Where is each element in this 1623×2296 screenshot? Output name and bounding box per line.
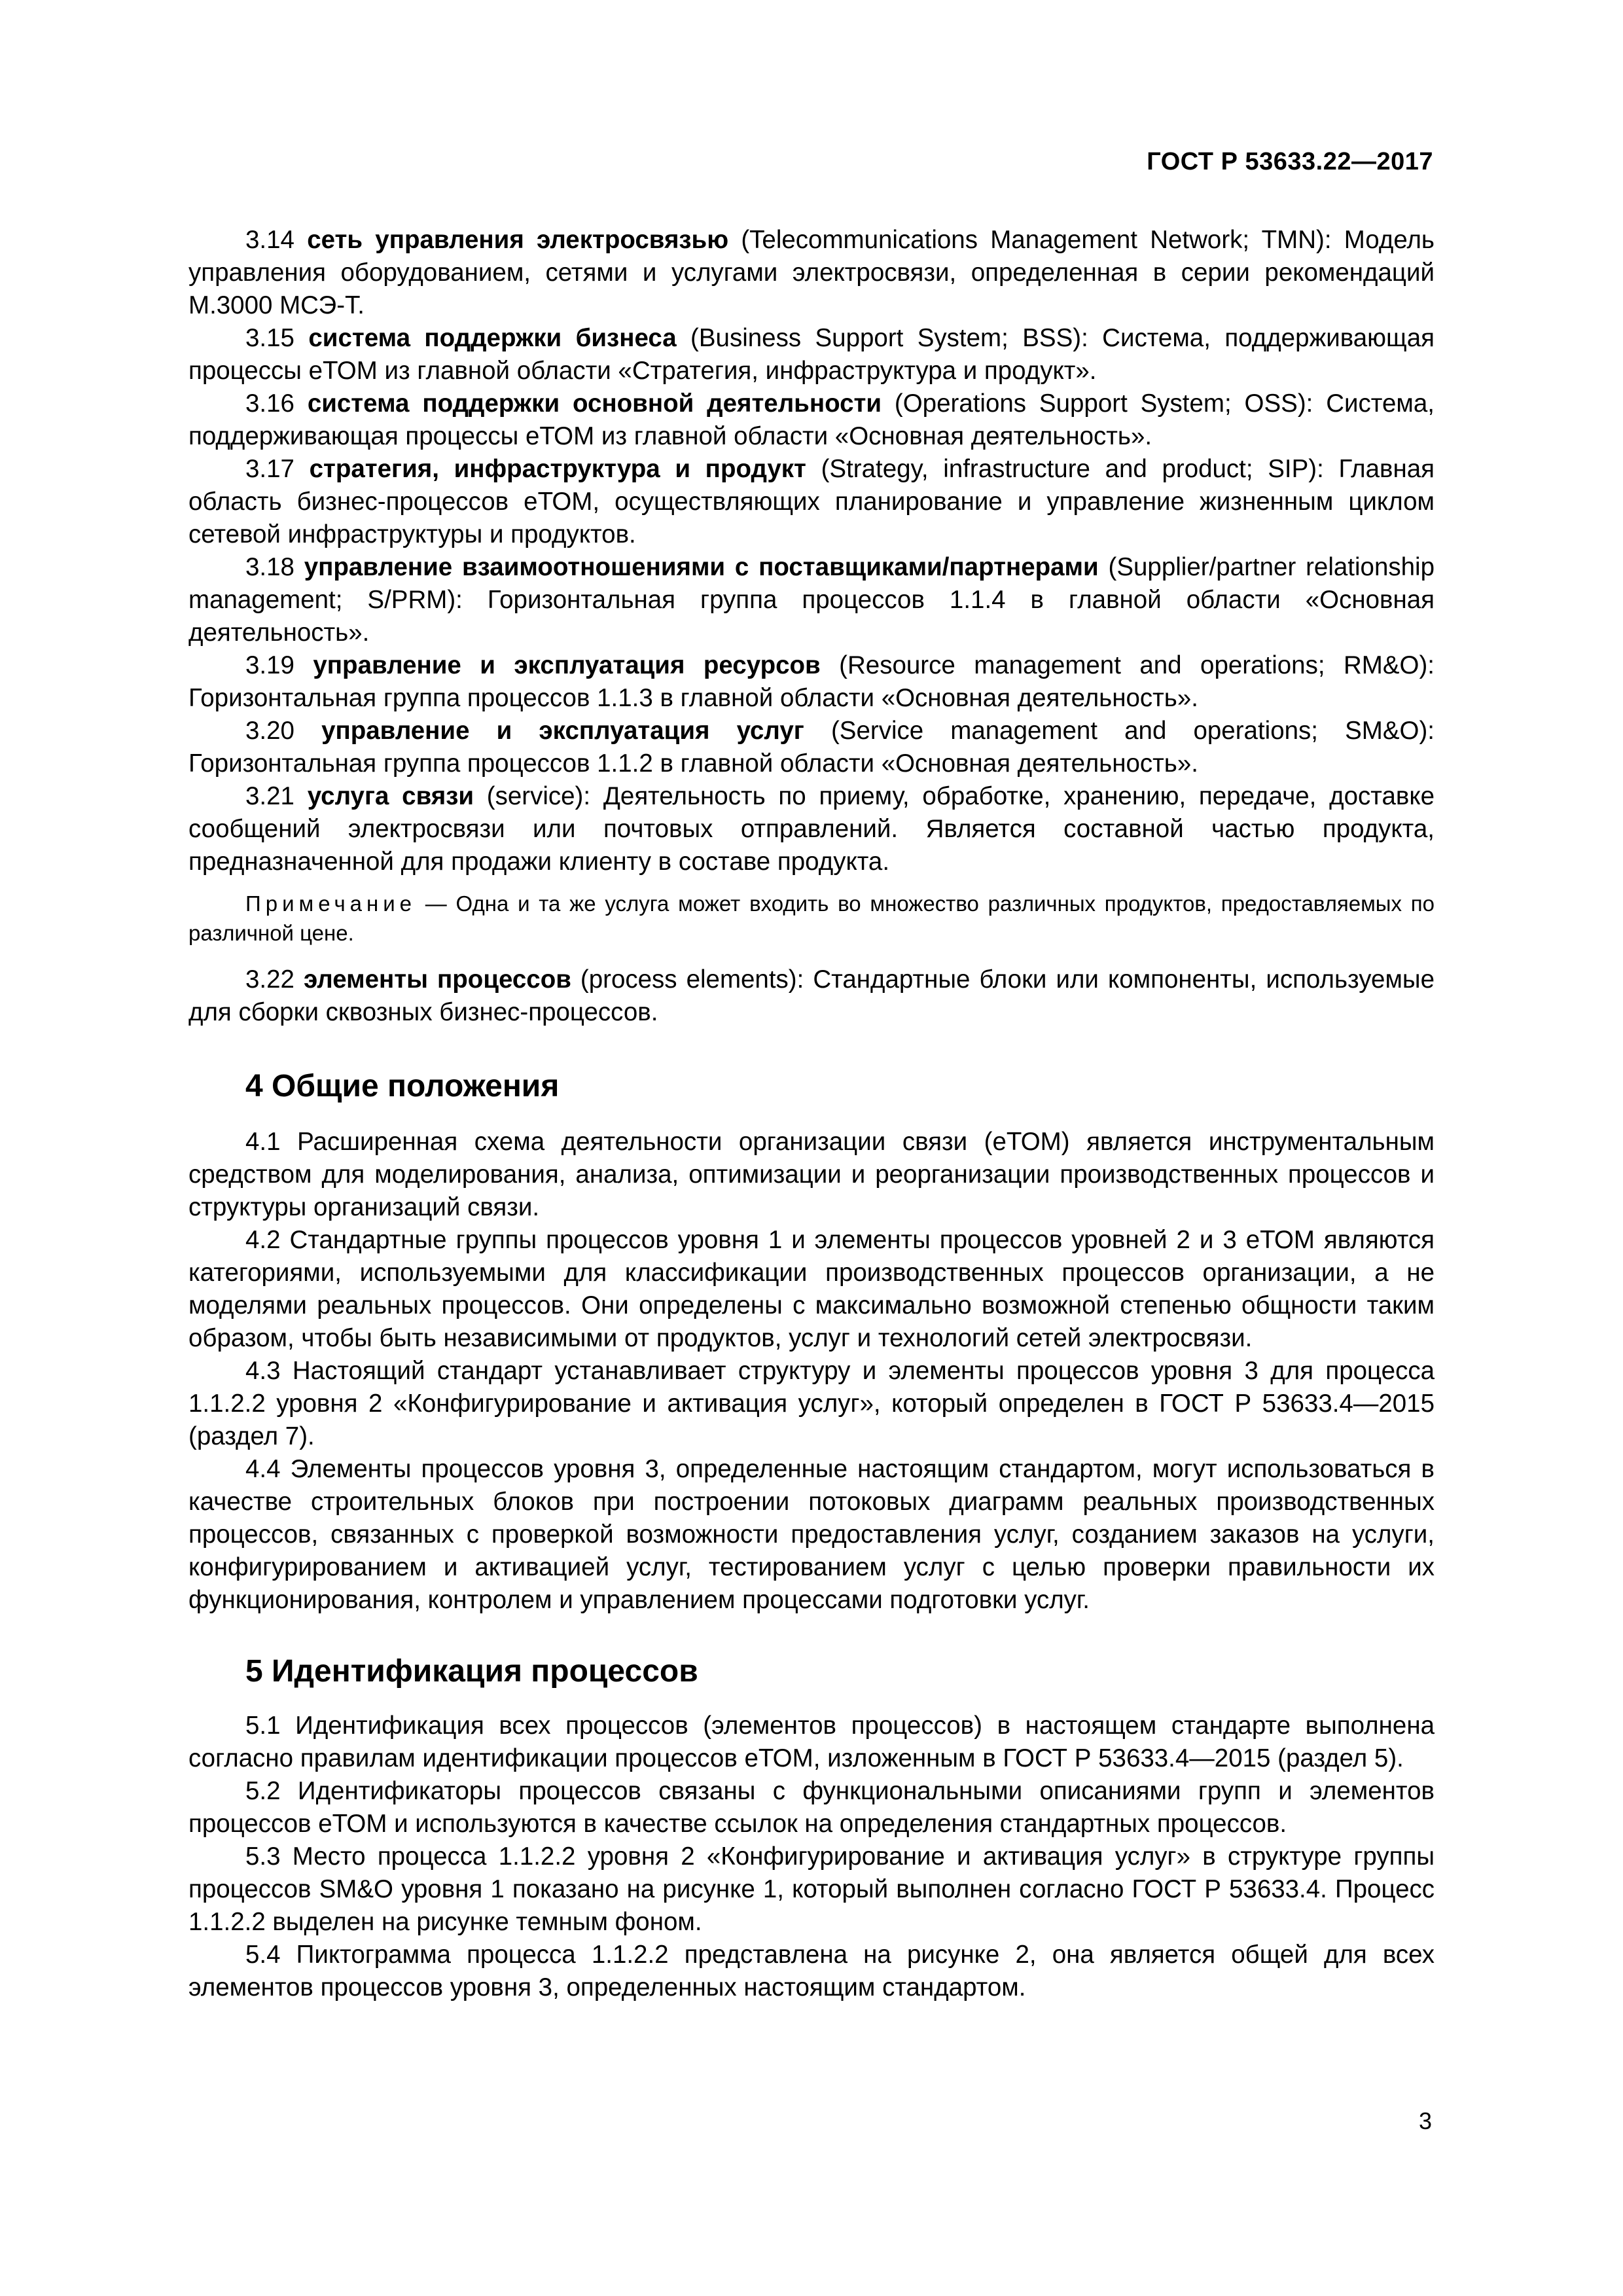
paragraph-4-3: 4.3 Настоящий стандарт устанавливает структуру и элементы процессов уровня 3 для процесса 1.1.2.2 уровня 2 «Конфигурирование и активация услуг», который определен в ГОСТ Р 53633.4—2015 (раздел 7). xyxy=(188,1357,1435,1450)
paragraph-5-1: 5.1 Идентификация всех процессов (элементов процессов) в настоящем стандарте выполнена согласно правилам идентификации процессов еТОМ, изложенным в ГОСТ Р 53633.4—2015 (раздел 5). xyxy=(188,1712,1435,1772)
paragraph-5-3: 5.3 Место процесса 1.1.2.2 уровня 2 «Конфигурирование и активация услуг» в структуре группы процессов SM&O уровня 1 показано на рисунке 1, который выполнен согласно ГОСТ Р 53633.4. Процесс 1.1.2.2 выделен на рисунке темным фоном. xyxy=(188,1842,1435,1936)
term-number: 3.14 xyxy=(245,226,294,254)
page-number: 3 xyxy=(1418,2108,1432,2134)
term-3-15 xyxy=(188,322,1435,387)
note xyxy=(188,889,1435,948)
term-name: элементы процессов xyxy=(303,965,571,994)
paragraph-5-2: 5.2 Идентификаторы процессов связаны с функциональными описаниями групп и элементов процессов еТОМ и используются в качестве ссылок на определения стандартных процессов. xyxy=(188,1777,1435,1838)
term-3-17 xyxy=(188,453,1435,551)
term-3-16 xyxy=(188,387,1435,453)
term-definition: (Supplier/partner relationship management; S/PRM): Горизонтальная группа процессов 1.1.4 в главной области «Основная деятельность». xyxy=(188,553,1435,647)
term-3-21 xyxy=(188,780,1435,878)
term-number: 3.20 xyxy=(245,717,294,745)
term-definition: (process elements): Стандартные блоки или компоненты, используемые для сборки сквозных бизнес-процессов. xyxy=(188,965,1435,1026)
term-number: 3.19 xyxy=(245,651,294,679)
paragraph-4-2: 4.2 Стандартные группы процессов уровня 1 и элементы процессов уровней 2 и 3 еТОМ являются категориями, используемыми для классификации производственных процессов организации, а не моделями реальных процессов. Они определены с максимально возможной степенью общности таким образом, чтобы быть независимыми от продуктов, услуг и технологий сетей электросвязи. xyxy=(188,1226,1435,1352)
term-name: управление и эксплуатация услуг xyxy=(321,717,804,745)
page-content xyxy=(188,224,1435,2004)
term-number: 3.17 xyxy=(245,455,294,483)
paragraph-4-4: 4.4 Элементы процессов уровня 3, определенные настоящим стандартом, могут использоваться в качестве строительных блоков при построении потоковых диаграмм реальных производственных процессов, связанных с проверкой возможности предоставления услуг, созданием заказов на услуги, конфигурированием и активацией услуг, тестированием услуг с целью проверки правильности их функционирования, контролем и управлением процессами подготовки услуг. xyxy=(188,1455,1435,1614)
term-number: 3.22 xyxy=(245,965,294,994)
term-number: 3.15 xyxy=(245,324,294,352)
term-definition: (Resource management and operations; RM&O): Горизонтальная группа процессов 1.1.3 в главной области «Основная деятельность». xyxy=(188,651,1435,712)
standard-code-header: ГОСТ Р 53633.22—2017 xyxy=(1147,148,1433,175)
term-3-18 xyxy=(188,551,1435,649)
term-definition: (Operations Support System; OSS): Система, поддерживающая процессы еТОМ из главной области «Основная деятельность». xyxy=(188,389,1435,450)
term-name: система поддержки основной деятельности xyxy=(307,389,882,418)
term-name: стратегия, инфраструктура и продукт xyxy=(309,455,806,483)
term-name: управление и эксплуатация ресурсов xyxy=(313,651,821,679)
term-definition: (service): Деятельность по приему, обработке, хранению, передаче, доставке сообщений электросвязи или почтовых отправлений. Является составной частью продукта, предназначенной для продажи клиенту в составе продукта. xyxy=(188,782,1435,876)
term-3-20 xyxy=(188,715,1435,780)
term-name: сеть управления электросвязью xyxy=(307,226,729,254)
section-5-heading: 5 Идентификация процессов xyxy=(245,1654,698,1689)
term-definition: (Telecommunications Management Network; TMN): Модель управления оборудованием, сетями и услугами электросвязи, определенная в серии рекомендаций М.3000 МСЭ-Т. xyxy=(188,226,1435,319)
paragraph-5-4: 5.4 Пиктограмма процесса 1.1.2.2 представлена на рисунке 2, она является общей для всех элементов процессов уровня 3, определенных настоящим стандартом. xyxy=(188,1941,1435,2001)
term-name: система поддержки бизнеса xyxy=(308,324,677,352)
note-label: Примечание xyxy=(245,891,417,916)
term-number: 3.21 xyxy=(245,782,294,810)
term-number: 3.18 xyxy=(245,553,294,581)
note-text: — Одна и та же услуга может входить во множество различных продуктов, предоставляемых по различной цене. xyxy=(188,891,1435,945)
term-name: управление взаимоотношениями с поставщиками/партнерами xyxy=(304,553,1099,581)
paragraph-4-1: 4.1 Расширенная схема деятельности организации связи (еТОМ) является инструментальным средством для моделирования, анализа, оптимизации и реорганизации производственных процессов и структуры организаций связи. xyxy=(188,1128,1435,1221)
section-4-heading: 4 Общие положения xyxy=(245,1069,560,1103)
term-definition: (Business Support System; BSS): Система, поддерживающая процессы еТОМ из главной области «Стратегия, инфраструктура и продукт». xyxy=(188,324,1435,385)
term-3-22 xyxy=(188,963,1435,1029)
term-definition: (Service management and operations; SM&O): Горизонтальная группа процессов 1.1.2 в главной области «Основная деятельность». xyxy=(188,717,1435,778)
term-name: услуга связи xyxy=(307,782,474,810)
term-number: 3.16 xyxy=(245,389,294,418)
term-3-14 xyxy=(188,224,1435,322)
term-definition: (Strategy, infrastructure and product; SIP): Главная область бизнес-процессов еТОМ, осуществляющих планирование и управление жизненным циклом сетевой инфраструктуры и продуктов. xyxy=(188,455,1435,548)
term-3-19 xyxy=(188,649,1435,715)
